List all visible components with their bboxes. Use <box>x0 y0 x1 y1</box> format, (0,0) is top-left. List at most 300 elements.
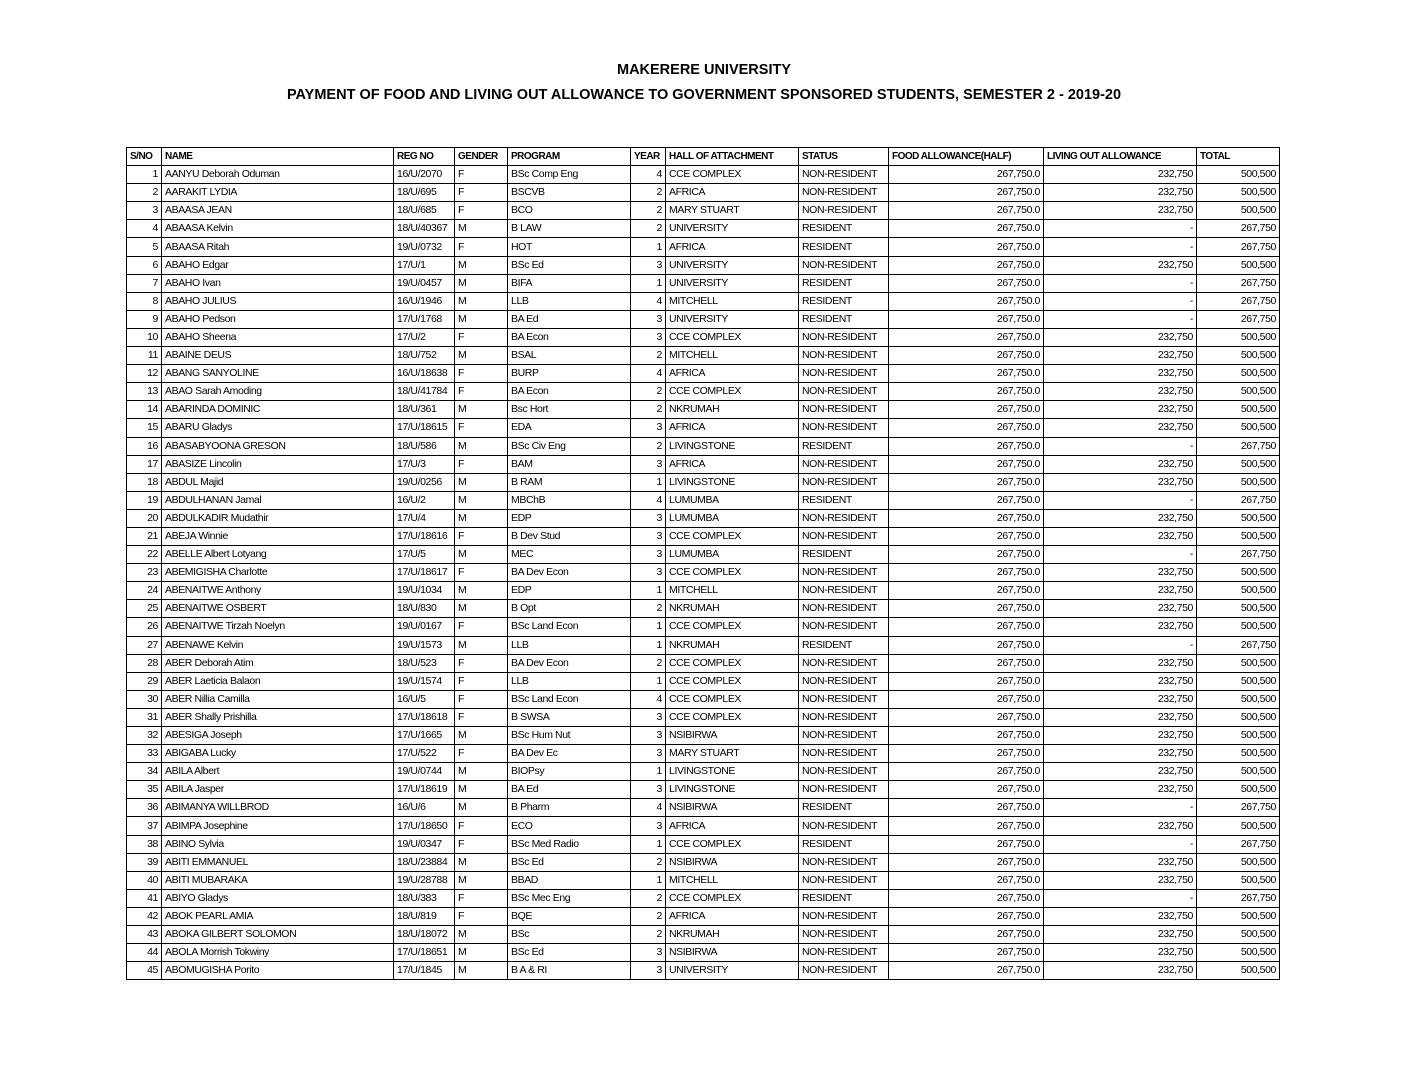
table-row <box>127 926 1280 944</box>
cell-program: BSc Mec Eng <box>508 889 631 907</box>
cell-sno: 18 <box>127 473 162 491</box>
cell-gender: F <box>455 817 508 835</box>
cell-total: 267,750 <box>1197 437 1280 455</box>
cell-sno: 39 <box>127 853 162 871</box>
cell-year: 4 <box>631 690 666 708</box>
cell-living-out-allowance: - <box>1044 238 1197 256</box>
cell-regno: 17/U/2 <box>394 328 455 346</box>
table-row <box>127 546 1280 564</box>
cell-total: 500,500 <box>1197 727 1280 745</box>
table-body <box>127 166 1280 980</box>
cell-total: 267,750 <box>1197 799 1280 817</box>
cell-program: BSc Civ Eng <box>508 437 631 455</box>
cell-year: 3 <box>631 455 666 473</box>
cell-status: RESIDENT <box>799 799 889 817</box>
col-header-regno: REG NO <box>394 148 455 166</box>
cell-gender: M <box>455 944 508 962</box>
cell-program: BSc Ed <box>508 944 631 962</box>
cell-year: 2 <box>631 383 666 401</box>
cell-hall: LUMUMBA <box>666 509 799 527</box>
cell-status: NON-RESIDENT <box>799 781 889 799</box>
cell-sno: 11 <box>127 347 162 365</box>
cell-status: NON-RESIDENT <box>799 690 889 708</box>
cell-year: 1 <box>631 835 666 853</box>
cell-living-out-allowance: 232,750 <box>1044 166 1197 184</box>
table-row <box>127 437 1280 455</box>
cell-sno: 17 <box>127 455 162 473</box>
cell-name: ABARU Gladys <box>162 419 394 437</box>
cell-gender: F <box>455 745 508 763</box>
cell-status: NON-RESIDENT <box>799 745 889 763</box>
cell-name: ABAASA JEAN <box>162 202 394 220</box>
cell-name: ABENAITWE OSBERT <box>162 600 394 618</box>
cell-gender: M <box>455 274 508 292</box>
cell-living-out-allowance: 232,750 <box>1044 817 1197 835</box>
cell-status: RESIDENT <box>799 835 889 853</box>
cell-hall: MITCHELL <box>666 292 799 310</box>
cell-program: BSc Land Econ <box>508 618 631 636</box>
cell-regno: 17/U/1 <box>394 256 455 274</box>
cell-name: ABAASA Ritah <box>162 238 394 256</box>
cell-food-allowance: 267,750.0 <box>889 600 1044 618</box>
table-row <box>127 672 1280 690</box>
cell-total: 500,500 <box>1197 455 1280 473</box>
cell-total: 500,500 <box>1197 745 1280 763</box>
cell-status: NON-RESIDENT <box>799 473 889 491</box>
cell-food-allowance: 267,750.0 <box>889 437 1044 455</box>
cell-total: 500,500 <box>1197 473 1280 491</box>
cell-year: 4 <box>631 491 666 509</box>
table-row <box>127 600 1280 618</box>
cell-program: LLB <box>508 672 631 690</box>
cell-sno: 4 <box>127 220 162 238</box>
cell-year: 3 <box>631 944 666 962</box>
cell-sno: 27 <box>127 636 162 654</box>
table-row <box>127 509 1280 527</box>
cell-hall: CCE COMPLEX <box>666 889 799 907</box>
cell-sno: 13 <box>127 383 162 401</box>
cell-food-allowance: 267,750.0 <box>889 781 1044 799</box>
cell-food-allowance: 267,750.0 <box>889 383 1044 401</box>
cell-total: 267,750 <box>1197 274 1280 292</box>
cell-gender: F <box>455 708 508 726</box>
table-row <box>127 654 1280 672</box>
cell-program: BIFA <box>508 274 631 292</box>
cell-hall: NKRUMAH <box>666 600 799 618</box>
cell-sno: 35 <box>127 781 162 799</box>
cell-name: ABIMANYA WILLBROD <box>162 799 394 817</box>
cell-program: BSc <box>508 926 631 944</box>
col-header-hall: HALL OF ATTACHMENT <box>666 148 799 166</box>
cell-gender: M <box>455 491 508 509</box>
cell-hall: AFRICA <box>666 817 799 835</box>
table-row <box>127 708 1280 726</box>
table-row <box>127 365 1280 383</box>
cell-hall: CCE COMPLEX <box>666 166 799 184</box>
cell-regno: 17/U/18650 <box>394 817 455 835</box>
cell-program: BSCVB <box>508 184 631 202</box>
cell-program: ECO <box>508 817 631 835</box>
table-row <box>127 527 1280 545</box>
cell-total: 500,500 <box>1197 618 1280 636</box>
cell-gender: M <box>455 763 508 781</box>
cell-regno: 19/U/0256 <box>394 473 455 491</box>
cell-total: 500,500 <box>1197 962 1280 980</box>
cell-name: ABOLA Morrish Tokwiny <box>162 944 394 962</box>
cell-regno: 17/U/1768 <box>394 310 455 328</box>
cell-hall: AFRICA <box>666 419 799 437</box>
cell-year: 3 <box>631 310 666 328</box>
cell-living-out-allowance: 232,750 <box>1044 745 1197 763</box>
cell-sno: 32 <box>127 727 162 745</box>
cell-program: B RAM <box>508 473 631 491</box>
cell-regno: 18/U/819 <box>394 907 455 925</box>
table-row <box>127 292 1280 310</box>
cell-name: ABAINE DEUS <box>162 347 394 365</box>
cell-food-allowance: 267,750.0 <box>889 745 1044 763</box>
cell-food-allowance: 267,750.0 <box>889 672 1044 690</box>
cell-sno: 15 <box>127 419 162 437</box>
cell-name: ABOKA GILBERT SOLOMON <box>162 926 394 944</box>
cell-status: NON-RESIDENT <box>799 944 889 962</box>
cell-living-out-allowance: - <box>1044 292 1197 310</box>
cell-program: EDA <box>508 419 631 437</box>
cell-total: 267,750 <box>1197 636 1280 654</box>
cell-year: 2 <box>631 600 666 618</box>
cell-hall: CCE COMPLEX <box>666 672 799 690</box>
cell-regno: 17/U/18618 <box>394 708 455 726</box>
cell-year: 1 <box>631 238 666 256</box>
cell-status: NON-RESIDENT <box>799 328 889 346</box>
cell-food-allowance: 267,750.0 <box>889 708 1044 726</box>
cell-sno: 20 <box>127 509 162 527</box>
cell-name: ABANG SANYOLINE <box>162 365 394 383</box>
cell-regno: 18/U/361 <box>394 401 455 419</box>
cell-status: NON-RESIDENT <box>799 419 889 437</box>
cell-name: ABINO Sylvia <box>162 835 394 853</box>
cell-status: NON-RESIDENT <box>799 166 889 184</box>
table-row <box>127 238 1280 256</box>
cell-program: B LAW <box>508 220 631 238</box>
cell-status: NON-RESIDENT <box>799 564 889 582</box>
cell-living-out-allowance: - <box>1044 835 1197 853</box>
cell-year: 1 <box>631 636 666 654</box>
allowance-table <box>126 147 1280 980</box>
cell-living-out-allowance: - <box>1044 636 1197 654</box>
cell-status: NON-RESIDENT <box>799 907 889 925</box>
cell-year: 2 <box>631 202 666 220</box>
table-row <box>127 944 1280 962</box>
cell-status: NON-RESIDENT <box>799 582 889 600</box>
cell-food-allowance: 267,750.0 <box>889 527 1044 545</box>
cell-hall: CCE COMPLEX <box>666 527 799 545</box>
cell-gender: F <box>455 618 508 636</box>
cell-regno: 18/U/695 <box>394 184 455 202</box>
cell-name: ABER Deborah Atim <box>162 654 394 672</box>
table-row <box>127 889 1280 907</box>
cell-gender: F <box>455 889 508 907</box>
cell-program: BSAL <box>508 347 631 365</box>
cell-program: B Pharm <box>508 799 631 817</box>
cell-program: BA Ed <box>508 781 631 799</box>
cell-food-allowance: 267,750.0 <box>889 582 1044 600</box>
cell-total: 267,750 <box>1197 491 1280 509</box>
cell-regno: 18/U/752 <box>394 347 455 365</box>
cell-program: BA Dev Econ <box>508 564 631 582</box>
cell-status: NON-RESIDENT <box>799 455 889 473</box>
cell-program: BSc Comp Eng <box>508 166 631 184</box>
cell-name: ABEJA Winnie <box>162 527 394 545</box>
table-row <box>127 871 1280 889</box>
cell-gender: M <box>455 926 508 944</box>
cell-total: 267,750 <box>1197 238 1280 256</box>
cell-program: LLB <box>508 292 631 310</box>
table-row <box>127 618 1280 636</box>
cell-name: ABAO Sarah Amoding <box>162 383 394 401</box>
cell-status: NON-RESIDENT <box>799 527 889 545</box>
cell-living-out-allowance: 232,750 <box>1044 347 1197 365</box>
cell-food-allowance: 267,750.0 <box>889 799 1044 817</box>
cell-status: NON-RESIDENT <box>799 871 889 889</box>
cell-total: 500,500 <box>1197 365 1280 383</box>
cell-year: 3 <box>631 256 666 274</box>
cell-food-allowance: 267,750.0 <box>889 564 1044 582</box>
cell-year: 4 <box>631 365 666 383</box>
cell-living-out-allowance: 232,750 <box>1044 564 1197 582</box>
cell-food-allowance: 267,750.0 <box>889 202 1044 220</box>
cell-living-out-allowance: 232,750 <box>1044 654 1197 672</box>
cell-hall: LUMUMBA <box>666 491 799 509</box>
cell-living-out-allowance: 232,750 <box>1044 600 1197 618</box>
cell-hall: AFRICA <box>666 455 799 473</box>
cell-sno: 25 <box>127 600 162 618</box>
cell-food-allowance: 267,750.0 <box>889 184 1044 202</box>
cell-living-out-allowance: 232,750 <box>1044 328 1197 346</box>
cell-gender: F <box>455 907 508 925</box>
cell-food-allowance: 267,750.0 <box>889 365 1044 383</box>
cell-status: NON-RESIDENT <box>799 672 889 690</box>
cell-regno: 19/U/1034 <box>394 582 455 600</box>
cell-sno: 14 <box>127 401 162 419</box>
table-row <box>127 202 1280 220</box>
table-row <box>127 582 1280 600</box>
cell-gender: F <box>455 564 508 582</box>
cell-name: ABER Nillia Camilla <box>162 690 394 708</box>
table-row <box>127 745 1280 763</box>
cell-status: NON-RESIDENT <box>799 256 889 274</box>
cell-total: 500,500 <box>1197 708 1280 726</box>
cell-program: BA Econ <box>508 383 631 401</box>
cell-total: 267,750 <box>1197 889 1280 907</box>
cell-hall: MITCHELL <box>666 582 799 600</box>
cell-regno: 18/U/685 <box>394 202 455 220</box>
cell-hall: UNIVERSITY <box>666 220 799 238</box>
cell-status: NON-RESIDENT <box>799 347 889 365</box>
cell-gender: F <box>455 184 508 202</box>
cell-food-allowance: 267,750.0 <box>889 220 1044 238</box>
cell-sno: 38 <box>127 835 162 853</box>
cell-hall: CCE COMPLEX <box>666 328 799 346</box>
cell-regno: 18/U/523 <box>394 654 455 672</box>
cell-program: BURP <box>508 365 631 383</box>
cell-status: NON-RESIDENT <box>799 962 889 980</box>
cell-total: 500,500 <box>1197 944 1280 962</box>
cell-living-out-allowance: 232,750 <box>1044 401 1197 419</box>
cell-name: ABESIGA Joseph <box>162 727 394 745</box>
cell-food-allowance: 267,750.0 <box>889 328 1044 346</box>
cell-living-out-allowance: - <box>1044 274 1197 292</box>
cell-total: 267,750 <box>1197 310 1280 328</box>
cell-food-allowance: 267,750.0 <box>889 853 1044 871</box>
cell-year: 3 <box>631 727 666 745</box>
cell-name: ABAHO Sheena <box>162 328 394 346</box>
cell-name: ABENAITWE Tirzah Noelyn <box>162 618 394 636</box>
cell-gender: F <box>455 238 508 256</box>
cell-year: 3 <box>631 745 666 763</box>
cell-year: 1 <box>631 763 666 781</box>
cell-regno: 16/U/6 <box>394 799 455 817</box>
cell-total: 500,500 <box>1197 817 1280 835</box>
cell-year: 4 <box>631 799 666 817</box>
cell-sno: 24 <box>127 582 162 600</box>
table-row <box>127 727 1280 745</box>
cell-total: 500,500 <box>1197 401 1280 419</box>
cell-status: NON-RESIDENT <box>799 853 889 871</box>
cell-sno: 44 <box>127 944 162 962</box>
cell-status: RESIDENT <box>799 274 889 292</box>
cell-year: 4 <box>631 292 666 310</box>
cell-name: ABDUL Majid <box>162 473 394 491</box>
cell-name: ABILA Jasper <box>162 781 394 799</box>
cell-regno: 16/U/1946 <box>394 292 455 310</box>
cell-regno: 17/U/18617 <box>394 564 455 582</box>
cell-program: BA Ed <box>508 310 631 328</box>
cell-year: 3 <box>631 781 666 799</box>
cell-regno: 19/U/0347 <box>394 835 455 853</box>
col-header-year: YEAR <box>631 148 666 166</box>
cell-gender: M <box>455 636 508 654</box>
cell-program: BA Dev Econ <box>508 654 631 672</box>
cell-name: ABAHO Ivan <box>162 274 394 292</box>
cell-hall: MITCHELL <box>666 871 799 889</box>
cell-year: 2 <box>631 654 666 672</box>
cell-hall: CCE COMPLEX <box>666 618 799 636</box>
cell-name: ABAHO Edgar <box>162 256 394 274</box>
cell-living-out-allowance: - <box>1044 491 1197 509</box>
cell-total: 500,500 <box>1197 600 1280 618</box>
cell-food-allowance: 267,750.0 <box>889 509 1044 527</box>
cell-total: 500,500 <box>1197 654 1280 672</box>
cell-status: NON-RESIDENT <box>799 383 889 401</box>
cell-gender: F <box>455 419 508 437</box>
cell-status: RESIDENT <box>799 238 889 256</box>
cell-year: 2 <box>631 853 666 871</box>
cell-sno: 23 <box>127 564 162 582</box>
cell-hall: LIVINGSTONE <box>666 781 799 799</box>
cell-name: ABER Laeticia Balaon <box>162 672 394 690</box>
cell-program: B SWSA <box>508 708 631 726</box>
cell-sno: 34 <box>127 763 162 781</box>
cell-status: NON-RESIDENT <box>799 365 889 383</box>
table-row <box>127 274 1280 292</box>
cell-living-out-allowance: 232,750 <box>1044 509 1197 527</box>
table-row <box>127 220 1280 238</box>
cell-total: 500,500 <box>1197 527 1280 545</box>
cell-year: 1 <box>631 473 666 491</box>
cell-living-out-allowance: - <box>1044 437 1197 455</box>
cell-regno: 19/U/1574 <box>394 672 455 690</box>
cell-name: ABIGABA Lucky <box>162 745 394 763</box>
cell-program: BCO <box>508 202 631 220</box>
cell-year: 2 <box>631 184 666 202</box>
document-subtitle: PAYMENT OF FOOD AND LIVING OUT ALLOWANCE TO GOVERNMENT SPONSORED STUDENTS, SEMESTER 2 - 2019-20 <box>286 87 1122 103</box>
cell-year: 3 <box>631 708 666 726</box>
cell-food-allowance: 267,750.0 <box>889 690 1044 708</box>
cell-name: ABENAITWE Anthony <box>162 582 394 600</box>
col-header-status: STATUS <box>799 148 889 166</box>
cell-status: NON-RESIDENT <box>799 509 889 527</box>
cell-name: ABIMPA Josephine <box>162 817 394 835</box>
cell-hall: MARY STUART <box>666 745 799 763</box>
cell-sno: 10 <box>127 328 162 346</box>
cell-year: 3 <box>631 419 666 437</box>
cell-program: BIOPsy <box>508 763 631 781</box>
cell-name: ABAASA Kelvin <box>162 220 394 238</box>
cell-living-out-allowance: 232,750 <box>1044 184 1197 202</box>
cell-sno: 8 <box>127 292 162 310</box>
cell-sno: 5 <box>127 238 162 256</box>
cell-hall: NSIBIRWA <box>666 799 799 817</box>
cell-living-out-allowance: 232,750 <box>1044 926 1197 944</box>
cell-living-out-allowance: 232,750 <box>1044 708 1197 726</box>
cell-total: 500,500 <box>1197 202 1280 220</box>
cell-status: RESIDENT <box>799 491 889 509</box>
cell-program: BA Econ <box>508 328 631 346</box>
cell-regno: 18/U/830 <box>394 600 455 618</box>
cell-hall: AFRICA <box>666 907 799 925</box>
table-row <box>127 328 1280 346</box>
cell-status: NON-RESIDENT <box>799 202 889 220</box>
cell-status: RESIDENT <box>799 292 889 310</box>
cell-sno: 28 <box>127 654 162 672</box>
cell-program: BSc Ed <box>508 853 631 871</box>
cell-total: 267,750 <box>1197 220 1280 238</box>
cell-regno: 17/U/522 <box>394 745 455 763</box>
cell-sno: 33 <box>127 745 162 763</box>
cell-hall: NSIBIRWA <box>666 727 799 745</box>
cell-hall: MITCHELL <box>666 347 799 365</box>
cell-food-allowance: 267,750.0 <box>889 871 1044 889</box>
cell-gender: F <box>455 166 508 184</box>
cell-status: NON-RESIDENT <box>799 763 889 781</box>
cell-program: Bsc Hort <box>508 401 631 419</box>
cell-year: 2 <box>631 907 666 925</box>
table-row <box>127 564 1280 582</box>
cell-living-out-allowance: 232,750 <box>1044 582 1197 600</box>
table-row <box>127 690 1280 708</box>
cell-gender: M <box>455 582 508 600</box>
cell-status: RESIDENT <box>799 437 889 455</box>
cell-hall: UNIVERSITY <box>666 274 799 292</box>
cell-sno: 12 <box>127 365 162 383</box>
col-header-program: PROGRAM <box>508 148 631 166</box>
table-row <box>127 184 1280 202</box>
cell-living-out-allowance: 232,750 <box>1044 473 1197 491</box>
cell-living-out-allowance: 232,750 <box>1044 727 1197 745</box>
cell-living-out-allowance: 232,750 <box>1044 763 1197 781</box>
cell-hall: UNIVERSITY <box>666 962 799 980</box>
table-row <box>127 256 1280 274</box>
